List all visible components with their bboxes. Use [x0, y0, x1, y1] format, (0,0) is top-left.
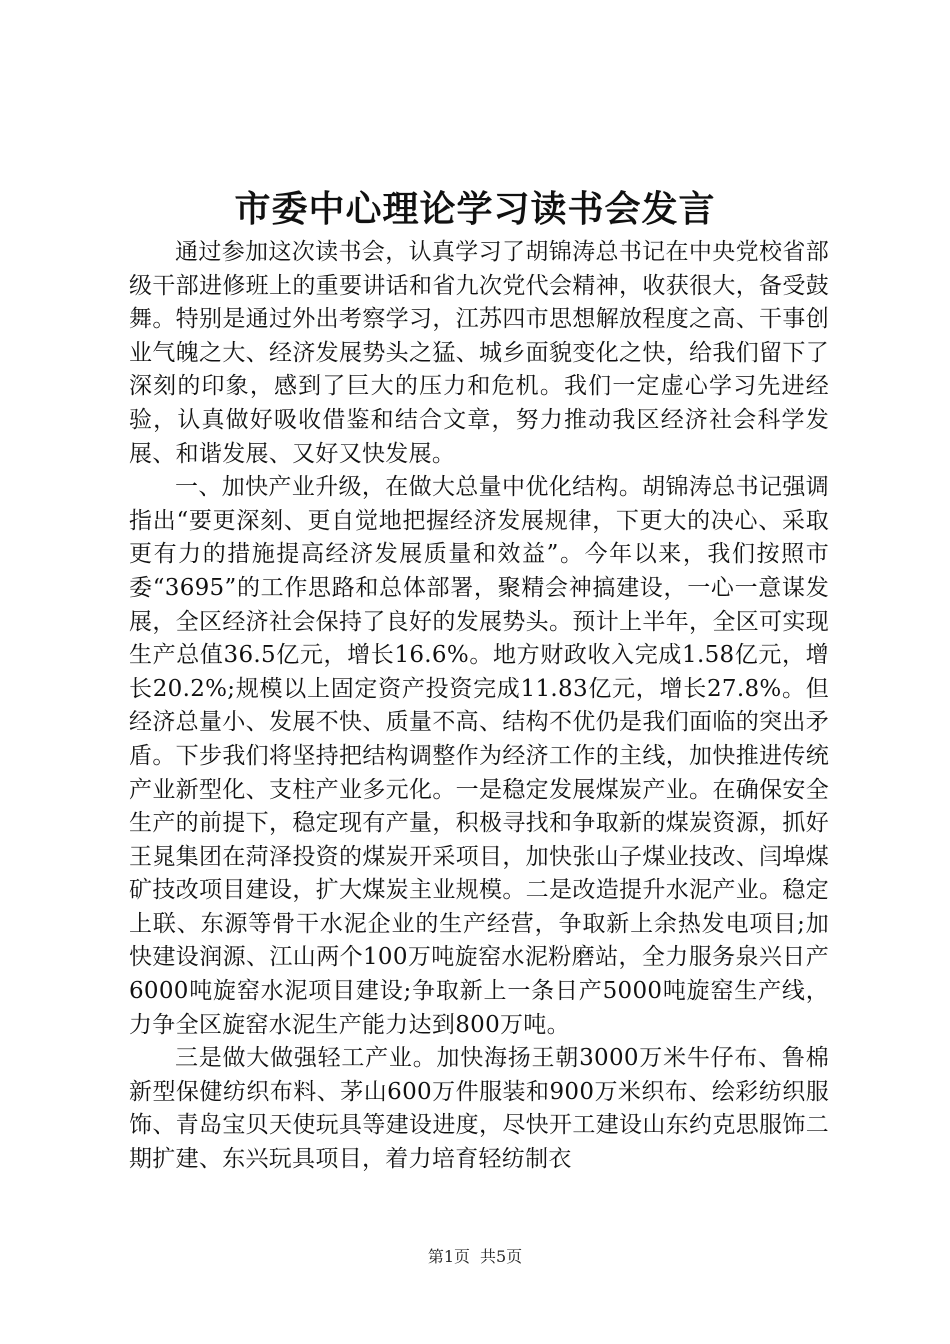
paragraph-light-industry: 三是做大做强轻工产业。加快海扬王朝3000万米牛仔布、鲁棉新型保健纺织布料、茅山600万件服装和900万米织布、绘彩纺织服饰、青岛宝贝天使玩具等建设进度，尽快开工建设山东约克思服饰二期扩建、东兴玩具项目，着力培育轻纺制衣 — [129, 1045, 829, 1173]
paragraph-industry-upgrade: 一、加快产业升级，在做大总量中优化结构。胡锦涛总书记强调指出“要更深刻、更自觉地把握经济发展规律，下更大的决心、采取更有力的措施提高经济发展质量和效益”。今年以来，我们按照市委“3695”的工作思路和总体部署，聚精会神搞建设，一心一意谋发展，全区经济社会保持了良好的发展势头。预计上半年，全区可实现生产总值36.5亿元，增长16.6%。地方财政收入完成1.58亿元，增长20.2%;规模以上固定资产投资完成11.83亿元，增长27.8%。但经济总量小、发展不快、质量不高、结构不优仍是我们面临的突出矛盾。下步我们将坚持把结构调整作为经济工作的主线，加快推进传统产业新型化、支柱产业多元化。一是稳定发展煤炭产业。在确保安全生产的前提下，稳定现有产量，积极寻找和争取新的煤炭资源，抓好王晁集团在菏泽投资的煤炭开采项目，加快张山子煤业技改、闫埠煤矿技改项目建设，扩大煤炭主业规模。二是改造提升水泥产业。稳定上联、东源等骨干水泥企业的生产经营，争取新上余热发电项目;加快建设润源、江山两个100万吨旋窑水泥粉磨站，全力服务泉兴日产6000吨旋窑水泥项目建设;争取新上一条日产5000吨旋窑生产线，力争全区旋窑水泥生产能力达到800万吨。 — [129, 474, 829, 1038]
page-footer — [0, 1247, 950, 1267]
page-total: 共5页 — [480, 1247, 523, 1266]
page-number: 第1页 — [427, 1247, 470, 1266]
document-body — [129, 236, 829, 1177]
paragraph-intro: 通过参加这次读书会，认真学习了胡锦涛总书记在中央党校省部级干部进修班上的重要讲话和省九次党代会精神，收获很大，备受鼓舞。特别是通过外出考察学习，江苏四市思想解放程度之高、干事创业气魄之大、经济发展势头之猛、城乡面貌变化之快，给我们留下了深刻的印象，感到了巨大的压力和危机。我们一定虚心学习先进经验，认真做好吸收借鉴和结合文章，努力推动我区经济社会科学发展、和谐发展、又好又快发展。 — [129, 239, 829, 467]
document-title: 市委中心理论学习读书会发言 — [234, 188, 716, 230]
